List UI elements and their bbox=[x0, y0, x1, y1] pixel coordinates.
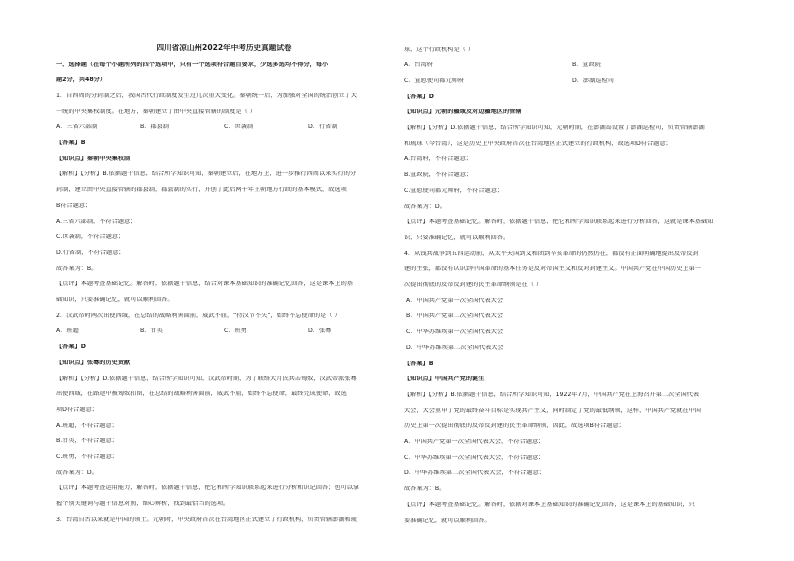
text-line: 球，这个行政机构是（ ） bbox=[404, 46, 475, 53]
option-item: D．行省制 bbox=[308, 124, 338, 131]
text-line: 【解析】【分析】B.依据题干信息，结合所学知识可知，1922年7月，中国共产党在上海召开第二次全国代表 bbox=[404, 391, 700, 398]
text-line: A.台湾府，不符合题意； bbox=[404, 156, 472, 163]
text-line: B.宣政院，不符合题意； bbox=[404, 172, 473, 179]
text-line: 历史上第一次提出彻底的反帝反封建的民主革命纲领，因此，故选项B符合题意； bbox=[404, 423, 625, 430]
section-tag: 【知识点】张骞的历史贡献 bbox=[56, 359, 131, 366]
page-title: 四川省凉山州2022年中考历史真题试卷 bbox=[156, 44, 292, 52]
text-line: C.宣慰使司都元帅府，不符合题意； bbox=[404, 187, 504, 194]
text-line: 4．从钱共战争到五四运动前，从太平天国到义和团到辛亥革命的仍然仍在，都没有正面明确地提出反帝反封 bbox=[404, 250, 699, 257]
text-line: 建的主张，都没有认识到中国革命的基本任务是反对帝国主义和反对封建主义。中国共产党在中国历史上第一 bbox=[404, 266, 701, 273]
text-line: 次提出彻底的反帝反封建的民主革命纲领是在（ ） bbox=[404, 282, 543, 288]
text-line: C.班勇，不符合题意； bbox=[56, 454, 118, 460]
text-line: 故答案为：B。 bbox=[404, 486, 446, 493]
text-line: 故答案为：B。 bbox=[56, 265, 98, 272]
text-line: 1．自西周的分封制之后，我国古代行政制度发生过几次重大变化。秦朝统一后，为加强对全国的统治创立了大 bbox=[56, 92, 357, 99]
text-line: B.甘英，不符合题意； bbox=[56, 438, 118, 445]
option-item: C．宣慰使司都元帅府 bbox=[404, 77, 465, 84]
answer-options bbox=[56, 124, 392, 130]
text-line: 封制，建立由中央直接管辖的郡县制，郡县制的实行，开创了此后两千年王朝地方行政的基本模式，故选项 bbox=[56, 187, 347, 194]
text-line: 【点评】本题考查基础记忆。解答时，依据题干信息，结合对课本基础知识的准确记忆回答，这是课本上的基 bbox=[56, 281, 353, 288]
option-item: D．澎湖巡检司 bbox=[572, 77, 614, 84]
text-line: D．中华苏维埃第二次全国代表大会，不符合题意； bbox=[404, 470, 545, 477]
text-line: 【点评】本题考查基础记忆。解答时，依据对课本上基础知识的准确记忆回答，这是课本上的基础知识，只 bbox=[404, 501, 695, 508]
text-line: 识，只要准确记忆，就可以顺利回答。 bbox=[404, 234, 510, 241]
option-item: B．宣政院 bbox=[572, 62, 601, 69]
text-line: A．中国共产党第一次全国代表大会，不符合题意； bbox=[404, 439, 545, 445]
text-line: 要准确记忆，就可以顺利回答。 bbox=[404, 517, 491, 524]
text-line: 2．汉武帝时两次出使西域，在总结的战略利害面前，威武不屈，“持汉节不失”，始终不忘使命的是（ ） bbox=[56, 312, 341, 319]
answer-options bbox=[404, 78, 740, 84]
option-item: B．甘英 bbox=[140, 328, 163, 335]
text-line: 【解析】【分析】B.依据题干信息，结合所学知识可知，秦朝建立后，在地方上，进一步推行西周以来实行的分 bbox=[56, 171, 357, 178]
answer-options bbox=[404, 62, 740, 68]
text-line: C．中华苏维埃第一次全国代表大会 bbox=[406, 329, 504, 336]
text-line: 和琉球（今台湾），这是历史上中央政府首次在台湾地区正式建立的行政机构，故选项D符合题意； bbox=[404, 140, 672, 147]
text-line: 故答案为：D。 bbox=[56, 469, 98, 476]
text-line: A.三省六部制，不符合题意； bbox=[56, 218, 137, 225]
section-tag: 【知识点】中国共产党的诞生 bbox=[404, 376, 485, 383]
text-line: 项D符合题意； bbox=[56, 406, 98, 413]
text-line: 握个别关键词与题干信息对照，细心辨析，找到最恰当的选项。 bbox=[56, 501, 230, 508]
text-line: 【点评】本题考查基础记忆。解答时，依据题干信息，把它和所学知识联系起来进行分析回答，这就是课本基础知 bbox=[404, 219, 714, 226]
option-item: B．郡县制 bbox=[140, 124, 169, 131]
text-line: 一统的中央集权制度。在地方，秦朝建立了由中央直接管辖的制度是（ ） bbox=[56, 108, 256, 115]
text-line: 故答案为：D。 bbox=[404, 203, 446, 210]
section-tag: 【答案】D bbox=[404, 93, 434, 100]
answer-options bbox=[56, 328, 392, 334]
text-line: 【点评】本题考查运用能力，解答时，依据题干信息，把它和所学知识联系起来进行分析和识记回答；也可以掌 bbox=[56, 485, 360, 492]
text-line: C.世袭制，不符合题意； bbox=[56, 234, 125, 241]
text-line: 【解析】【分析】D.依据题干信息，结合所学知识可知，汉武帝时期，为了联络大月氏共击匈奴，汉武帝派张骞 bbox=[56, 375, 357, 382]
text-line: 大会，大会重申了党的最终奋斗目标是实现共产主义，同时制定了党的最低纲领，这样，中国共产党就在中国 bbox=[404, 407, 701, 414]
text-line: C．中华苏维埃第一次全国代表大会，不符合题意； bbox=[404, 454, 545, 461]
section-tag: 【答案】B bbox=[56, 140, 86, 146]
option-item: A．台湾府 bbox=[404, 62, 433, 69]
section-tag: 【答案】B bbox=[404, 360, 434, 367]
text-line: A.班超，不符合题意； bbox=[56, 422, 118, 429]
option-item: C．班勇 bbox=[224, 328, 247, 335]
text-line: B．中国共产党第二次全国代表大会 bbox=[406, 313, 504, 320]
text-line: B符合题意； bbox=[56, 202, 92, 209]
option-item: D．张骞 bbox=[308, 328, 332, 335]
text-line: 出使西域，在路途中被匈奴扣留，在总结的战略利害面前，威武不屈，始终不忘使命，最终完成使命，故选 bbox=[56, 391, 347, 398]
text-line: 3．台湾自古以来就是中国的领土。元朝时，中央政府首次在台湾地区正式建立了行政机构，负责管辖澎湖和琉 bbox=[56, 516, 357, 523]
option-item: A．班超 bbox=[56, 328, 79, 335]
option-item: C．世袭制 bbox=[224, 124, 254, 131]
text-line: D.行省制，不符合题意； bbox=[56, 249, 125, 256]
text-line: 题2分，共48分） bbox=[56, 77, 107, 84]
text-line: 一、选择题（在每个小题所列的四个选项中，只有一个选项符合题目要求，少选多选均不得分，每小 bbox=[56, 61, 329, 68]
section-tag: 【答案】D bbox=[56, 344, 86, 351]
section-tag: 【知识点】元朝的疆域及对边疆地区的管辖 bbox=[404, 109, 522, 116]
text-line: A．中国共产党第一次全国代表大会 bbox=[406, 297, 504, 304]
text-line: 础知识，只要准确记忆，就可以顺利回答。 bbox=[56, 297, 174, 303]
text-line: 【解析】【分析】D.依据题干信息，结合所学知识可知，元朝时期，在澎湖岛设置了澎湖巡检司，负责管辖澎湖 bbox=[404, 125, 705, 131]
section-tag: 【知识点】秦朝中央集权制 bbox=[56, 155, 131, 162]
option-item: A．三省六部制 bbox=[56, 124, 98, 131]
text-line: D．中华苏维埃第二次全国代表大会 bbox=[406, 344, 504, 351]
